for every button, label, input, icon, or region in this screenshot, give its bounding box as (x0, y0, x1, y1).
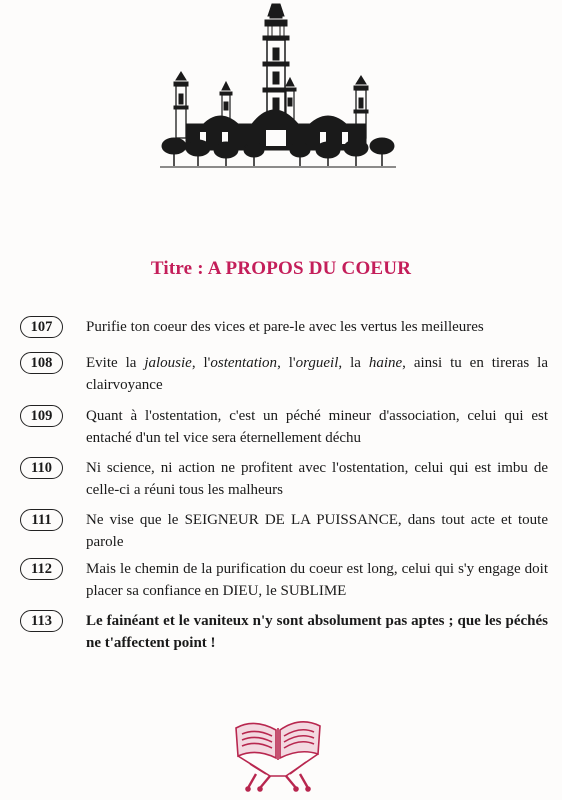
verse-text-run: , ainsi tu en tireras la clairvoyance (86, 355, 548, 393)
verse-text-run: Evite la (86, 355, 145, 371)
verse-text (86, 610, 548, 654)
verse-italic-term: ostentation (210, 355, 278, 371)
verse-text (86, 352, 548, 396)
verse-text-run: , l' (191, 355, 211, 371)
verse-number-badge: 109 (20, 405, 63, 427)
verse-number-badge: 112 (20, 558, 63, 580)
verse-number-badge: 113 (20, 610, 63, 632)
verse-number-badge: 107 (20, 316, 63, 338)
verse-text (86, 457, 548, 501)
page-title: Titre : A PROPOS DU COEUR (150, 258, 412, 279)
verse-text-run: , l' (277, 355, 296, 371)
verse-text-run: Quant à l'ostentation, c'est un péché mineur d'association, celui qui est entaché d'un tel vice sera éternellement déchu (86, 408, 548, 446)
verse-text (86, 509, 548, 553)
verse-text-run: , la (338, 355, 369, 371)
verse-text-run: Ne vise que le SEIGNEUR DE LA PUISSANCE, dans tout acte et toute parole (86, 512, 548, 550)
mosque-illustration (160, 0, 396, 170)
verse-number-badge: 108 (20, 352, 63, 374)
quran-on-stand-illustration (230, 708, 326, 792)
verse-text-run: Ni science, ni action ne profitent avec l'ostentation, celui qui est imbu de celle-ci a réuni tous les malheurs (86, 460, 548, 498)
verse-text (86, 405, 548, 449)
verse-text (86, 316, 548, 338)
verse-italic-term: orgueil (295, 355, 339, 371)
verse-number-badge: 111 (20, 509, 63, 531)
verse-italic-term: haine (368, 355, 403, 371)
verse-italic-term: jalousie (144, 355, 192, 371)
verse-text (86, 558, 548, 602)
verse-number-badge: 110 (20, 457, 63, 479)
verse-text-run: Le fainéant et le vaniteux n'y sont absolument pas aptes ; que les péchés ne t'affectent point ! (86, 613, 548, 651)
verse-text-run: Mais le chemin de la purification du coeur est long, celui qui s'y engage doit placer sa confiance en DIEU, le SUBLIME (86, 561, 548, 599)
verse-text-run: Purifie ton coeur des vices et pare-le avec les vertus les meilleures (86, 319, 484, 335)
